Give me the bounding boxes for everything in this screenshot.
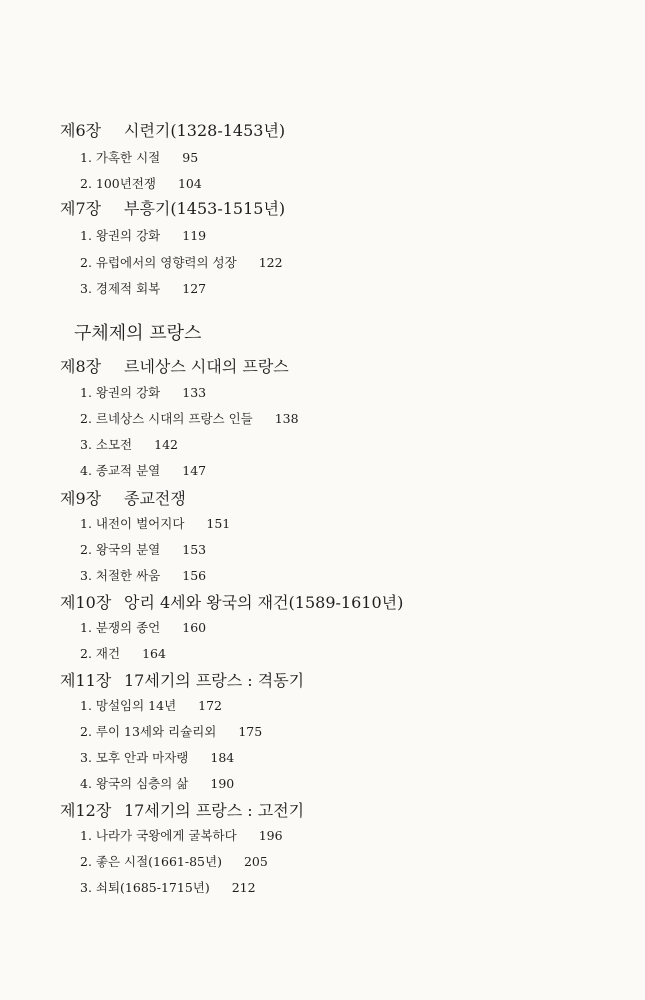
part-heading: 구체제의 프랑스 [74,323,202,344]
chapter-number: 제12장 [60,801,112,820]
chapter-title: 17세기의 프랑스 : 격동기 [124,671,305,690]
section-entry [80,856,268,869]
section-entry [80,230,206,243]
page-number: 164 [142,646,166,661]
section-entry [80,830,283,843]
page-number: 212 [231,880,256,895]
chapter-title: 시련기(1328-1453년) [124,121,286,140]
section-label: 3. 모후 안과 마자랭 [80,750,189,765]
section-entry [80,778,234,791]
section-label: 1. 내전이 벌어지다 [80,516,185,531]
section-label: 1. 망설임의 14년 [80,698,177,713]
chapter-heading [60,359,289,375]
page-number: 160 [182,620,207,635]
section-entry [80,439,178,452]
section-entry [80,544,206,557]
section-label: 2. 루이 13세와 리슐리외 [80,724,217,739]
chapter-title: 종교전쟁 [124,489,186,508]
page-number: 172 [198,698,223,713]
page-number: 133 [182,385,207,400]
section-entry [80,622,206,635]
page-number: 205 [243,854,268,869]
chapter-number: 제6장 [60,121,102,140]
section-label: 3. 처절한 싸움 [80,568,161,583]
section-label: 2. 100년전쟁 [80,176,156,191]
page-number: 184 [210,750,235,765]
section-entry [80,413,299,426]
section-entry [80,752,234,765]
chapter-heading [60,491,186,507]
chapter-heading [60,123,285,139]
page-number: 122 [258,255,283,270]
chapter-title: 앙리 4세와 왕국의 재건(1589-1610년) [124,593,404,612]
section-label: 3. 쇠퇴(1685-1715년) [80,880,210,895]
section-entry [80,726,262,739]
section-label: 1. 왕권의 강화 [80,385,161,400]
section-entry [80,648,166,661]
section-entry [80,882,256,895]
page-number: 127 [182,281,207,296]
section-label: 3. 경제적 회복 [80,281,161,296]
section-label: 4. 왕국의 심층의 삶 [80,776,189,791]
section-label: 2. 왕국의 분열 [80,542,161,557]
page-number: 138 [274,411,299,426]
chapter-heading [60,201,285,217]
page-number: 190 [210,776,235,791]
page-number: 142 [154,437,178,452]
page-number: 156 [182,568,207,583]
section-entry [80,387,206,400]
page-number: 95 [182,150,199,165]
section-label: 2. 유럽에서의 영향력의 성장 [80,255,237,270]
chapter-title: 부흥기(1453-1515년) [124,199,286,218]
section-label: 3. 소모전 [80,437,133,452]
chapter-number: 제11장 [60,671,112,690]
chapter-title: 17세기의 프랑스 : 고전기 [124,801,305,820]
page-number: 147 [182,463,207,478]
chapter-number: 제7장 [60,199,102,218]
chapter-number: 제9장 [60,489,102,508]
section-entry [80,178,202,191]
page-number: 119 [182,228,207,243]
section-label: 2. 좋은 시절(1661-85년) [80,854,222,869]
chapter-number: 제10장 [60,593,112,612]
chapter-title: 르네상스 시대의 프랑스 [124,357,289,376]
chapter-heading [60,595,403,611]
page-number: 151 [206,516,231,531]
section-label: 2. 재건 [80,646,121,661]
section-entry [80,283,206,296]
chapter-heading [60,673,304,689]
section-entry [80,465,206,478]
chapter-number: 제8장 [60,357,102,376]
section-label: 1. 분쟁의 종언 [80,620,161,635]
page-number: 104 [177,176,202,191]
section-entry [80,570,206,583]
page-number: 175 [238,724,263,739]
section-entry [80,518,230,531]
section-label: 2. 르네상스 시대의 프랑스 인들 [80,411,253,426]
page-number: 196 [258,828,283,843]
section-entry [80,257,283,270]
section-label: 4. 종교적 분열 [80,463,161,478]
chapter-heading [60,803,304,819]
section-label: 1. 나라가 국왕에게 굴복하다 [80,828,237,843]
page-number: 153 [182,542,207,557]
section-entry [80,700,222,713]
section-label: 1. 왕권의 강화 [80,228,161,243]
section-label: 1. 가혹한 시절 [80,150,161,165]
section-entry [80,152,198,165]
